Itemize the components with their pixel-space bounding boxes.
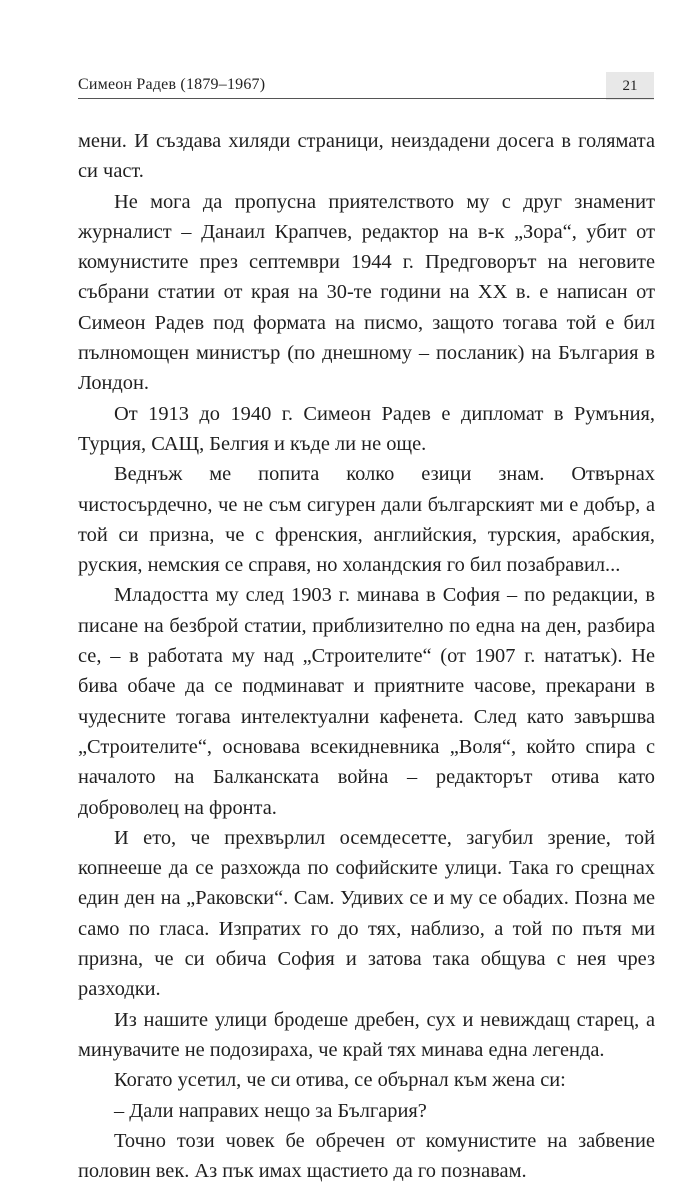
running-header: [78, 72, 654, 100]
running-header-title: Симеон Радев (1879–1967): [78, 76, 266, 93]
paragraph: Веднъж ме попита колко езици знам. Отвърнах чистосърдечно, че не съм сигурен дали българският ми е добър, а той си призна, че с френския, английския, турския, арабския, руския, немския се справя, но холандския го бил позабравил...: [78, 463, 655, 577]
paragraph-continuation: мени. И създава хиляди страници, неиздадени досега в голямата си част.: [78, 130, 655, 183]
dialogue-line: – Дали направих нещо за България?: [114, 1099, 427, 1122]
paragraph: Младостта му след 1903 г. минава в София – по редакции, в писане на безброй статии, приблизително по една на ден, разбира се, – в работата му над „Строителите“ (от 1907 г. нататък). Не бива обаче да се подминават и приятните часове, прекарани в чудесните тогава интелектуални кафенета. След като завършва „Строителите“, основава всекидневника „Воля“, който спира с началото на Балканската война – редакторът отива като доброволец на фронта.: [78, 584, 655, 819]
body-text: [78, 126, 655, 1186]
paragraph: Из нашите улици бродеше дребен, сух и невиждащ старец, а минувачите не подозираха, че край тях минава една легенда.: [78, 1008, 655, 1061]
header-divider: [78, 98, 654, 99]
paragraph: Точно този човек бе обречен от комунистите на забвение половин век. Аз пък имах щастието да го познавам.: [78, 1129, 655, 1183]
paragraph: И ето, че прехвърлил осемдесетте, загубил зрение, той копнееше да се разхожда по софийските улици. Така го срещнах един ден на „Раковски“. Сам. Удивих се и му се обадих. Позна ме само по гласа. Изпратих го до тях, наблизо, а той по пътя ми призна, че си обича София и затова така общува с нея чрез разходки.: [78, 826, 655, 1001]
paragraph: Когато усетил, че си отива, се обърнал към жена си:: [114, 1069, 566, 1092]
page-number: 21: [606, 72, 654, 100]
paragraph: От 1913 до 1940 г. Симеон Радев е дипломат в Румъния, Турция, САЩ, Белгия и къде ли не още.: [78, 402, 655, 455]
paragraph: Не мога да пропусна приятелството му с друг знаменит журналист – Данаил Крапчев, редактор на в-к „Зора“, убит от комунистите през септември 1944 г. Предговорът на неговите събрани статии от края на 30-те години на XX в. е написан от Симеон Радев под формата на писмо, защото тогава той е бил пълномощен министър (по днешному – посланик) на България в Лондон.: [78, 190, 655, 395]
